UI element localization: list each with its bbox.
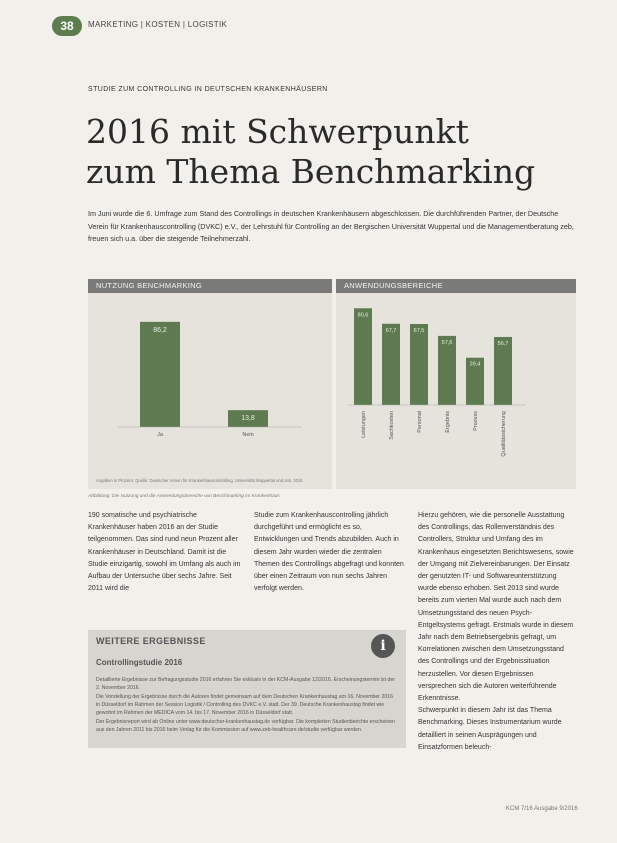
data-label: 67,5 <box>413 328 425 334</box>
headline-line-2: zum Thema Benchmarking <box>86 152 536 191</box>
info-paragraph: Der Ergebnisreport wird ab Online unter www.deutscher-krankenhaustag.de verfügbar. Die kompletten Studienberichte erscheinen aus den Jahren 2011 bis 2016 beim Verlag für die Kommission auf www.zeb-healthcare.de/studie verfügbar werden. <box>96 719 396 733</box>
info-box <box>88 630 406 748</box>
category-label: Sachkosten <box>389 411 395 440</box>
bar <box>494 337 512 405</box>
info-icon: i <box>371 634 395 658</box>
bar <box>438 336 456 405</box>
article-intro: Im Juni wurde die 6. Umfrage zum Stand des Controllings in deutschen Krankenhäusern abgeschlossen. Die durchführenden Partner, der Deutsche Verein für Krankenhauscontrolling (DVKC) e.V., der Lehrstuhl für Controlling an der Bergischen Universität Wuppertal und die Managementberatung zeb, freuen sich u.a. über die steigende Teilnehmerzahl. <box>88 209 574 243</box>
article-kicker: STUDIE ZUM CONTROLLING IN DEUTSCHEN KRANKENHÄUSERN <box>88 86 328 93</box>
chart-title: NUTZUNG BENCHMARKING <box>88 279 332 293</box>
section-label: MARKETING | KOSTEN | LOGISTIK <box>88 20 228 29</box>
category-label: Nein <box>242 432 254 438</box>
category-label: Personal <box>417 411 423 433</box>
figure-caption: Abbildung: Die Nutzung und die Anwendungsbereiche von Benchmarking im Krankenhaus <box>88 494 280 499</box>
data-label: 57,6 <box>441 339 453 346</box>
body-column-3: Hierzu gehören, wie die personelle Ausstattung des Controllings, das Rollenverständnis des Controllers, Struktur und Umfang des im Krankenhaus eingesetzten Berichtswesens, sowie der Umgang mit Zielvereinbarungen. Der Einsatz der genutzten IT- und Softwareunterstützung wurde ebenso erhoben. Seit 2013 sind wurde bereits zum vierten Mal wurde auch nach dem Umsetzungsstand des neuen Psych-Entgeltsystems gefragt. Erstmals wurde in diesem Jahr nach dem Betriebsergebnis gefragt, um Korrelationen zwischen dem Umsetzungsstand des Controllings und der Ergebnissituation herzustellen. Vor diesen Ergebnissen versprechen sich die Autoren weiterführende Erkenntnisse. Schwerpunkt in diesem Jahr ist das Thema Benchmarking. Dieses Instrumentarium wurde detailliert in seinen Ausprägungen und Einsatzformen beleuch- <box>418 512 574 751</box>
data-label: 13,8 <box>241 415 255 423</box>
bar <box>354 308 372 405</box>
data-label: 56,7 <box>497 340 509 347</box>
category-label: Qualitätssicherung <box>501 411 507 457</box>
chart-usage-benchmarking <box>88 279 332 489</box>
category-label: Leistungen <box>361 411 367 438</box>
info-paragraph: Detaillierte Ergebnisse zur Befragungsstudie 2016 erfahren Sie exklusiv in der KCM-Ausgabe 12/2016. Erscheinungstermin ist der 2. November 2016. <box>96 677 396 691</box>
body-column-1: 190 somatische und psychiatrische Krankenhäuser haben 2016 an der Studie teilgenommen. Das sind rund neun Prozent aller Krankenhäuser in Deutschland. Damit ist die Studie einzigartig, sowohl im Umfang als auch im Aufbau der Untersuche über sechs Jahre. Seit 2011 wird die <box>88 512 241 593</box>
body-column-2: Studie zum Krankenhauscontrolling jährlich durchgeführt und ermöglicht es so, Entwicklungen und Trends abzubilden. Auch in diesem Jahr wurden wieder die zentralen Themen des Controllings abgefragt und konnten über einen Zeitraum von nun sechs Jahren verfolgt werden. <box>254 512 404 593</box>
page-footer: KCM 7/16 Ausgabe 9/2016 <box>506 806 578 812</box>
bar <box>382 324 400 405</box>
info-paragraph: Die Vorstellung der Ergebnisse durch die Autoren findet gemeinsam auf dem Deutschen Krankenhaustag am 16. November 2016 in Düsseldorf im Rahmen der Session Logistik / Controlling des DVKC e.V. statt. Der 39. Deutsche Krankenhaustag findet wie gewohnt im Rahmen der MEDICA vom 14. bis 17. November 2016 in Düsseldorf statt. <box>96 694 394 716</box>
chart-areas-svg <box>336 293 576 485</box>
data-label: 86,2 <box>153 326 167 334</box>
data-label: 80,6 <box>357 312 369 319</box>
data-label: 67,7 <box>385 327 397 334</box>
chart-application-areas <box>336 279 576 489</box>
bar <box>140 322 180 427</box>
category-label: Ergebnis <box>445 411 451 433</box>
info-box-subtitle: Controllingstudie 2016 <box>96 658 183 667</box>
headline-line-1: 2016 mit Schwerpunkt <box>86 112 469 151</box>
chart-title: ANWENDUNGSBEREICHE <box>336 279 576 293</box>
bar <box>410 324 428 405</box>
category-label: Prozess <box>473 411 479 431</box>
article-headline <box>86 112 586 192</box>
data-label: 39,4 <box>469 361 481 368</box>
page-number-badge: 38 <box>52 16 82 36</box>
chart-source-note: Angaben in Prozent. Quelle: Deutscher Verein für Krankenhauscontrolling, Universität Wuppertal und zeb, 2016 <box>96 478 303 483</box>
info-box-text <box>96 676 396 735</box>
category-label: Ja <box>157 432 163 438</box>
chart-usage-svg <box>88 293 332 473</box>
info-box-title: WEITERE ERGEBNISSE <box>96 636 206 646</box>
